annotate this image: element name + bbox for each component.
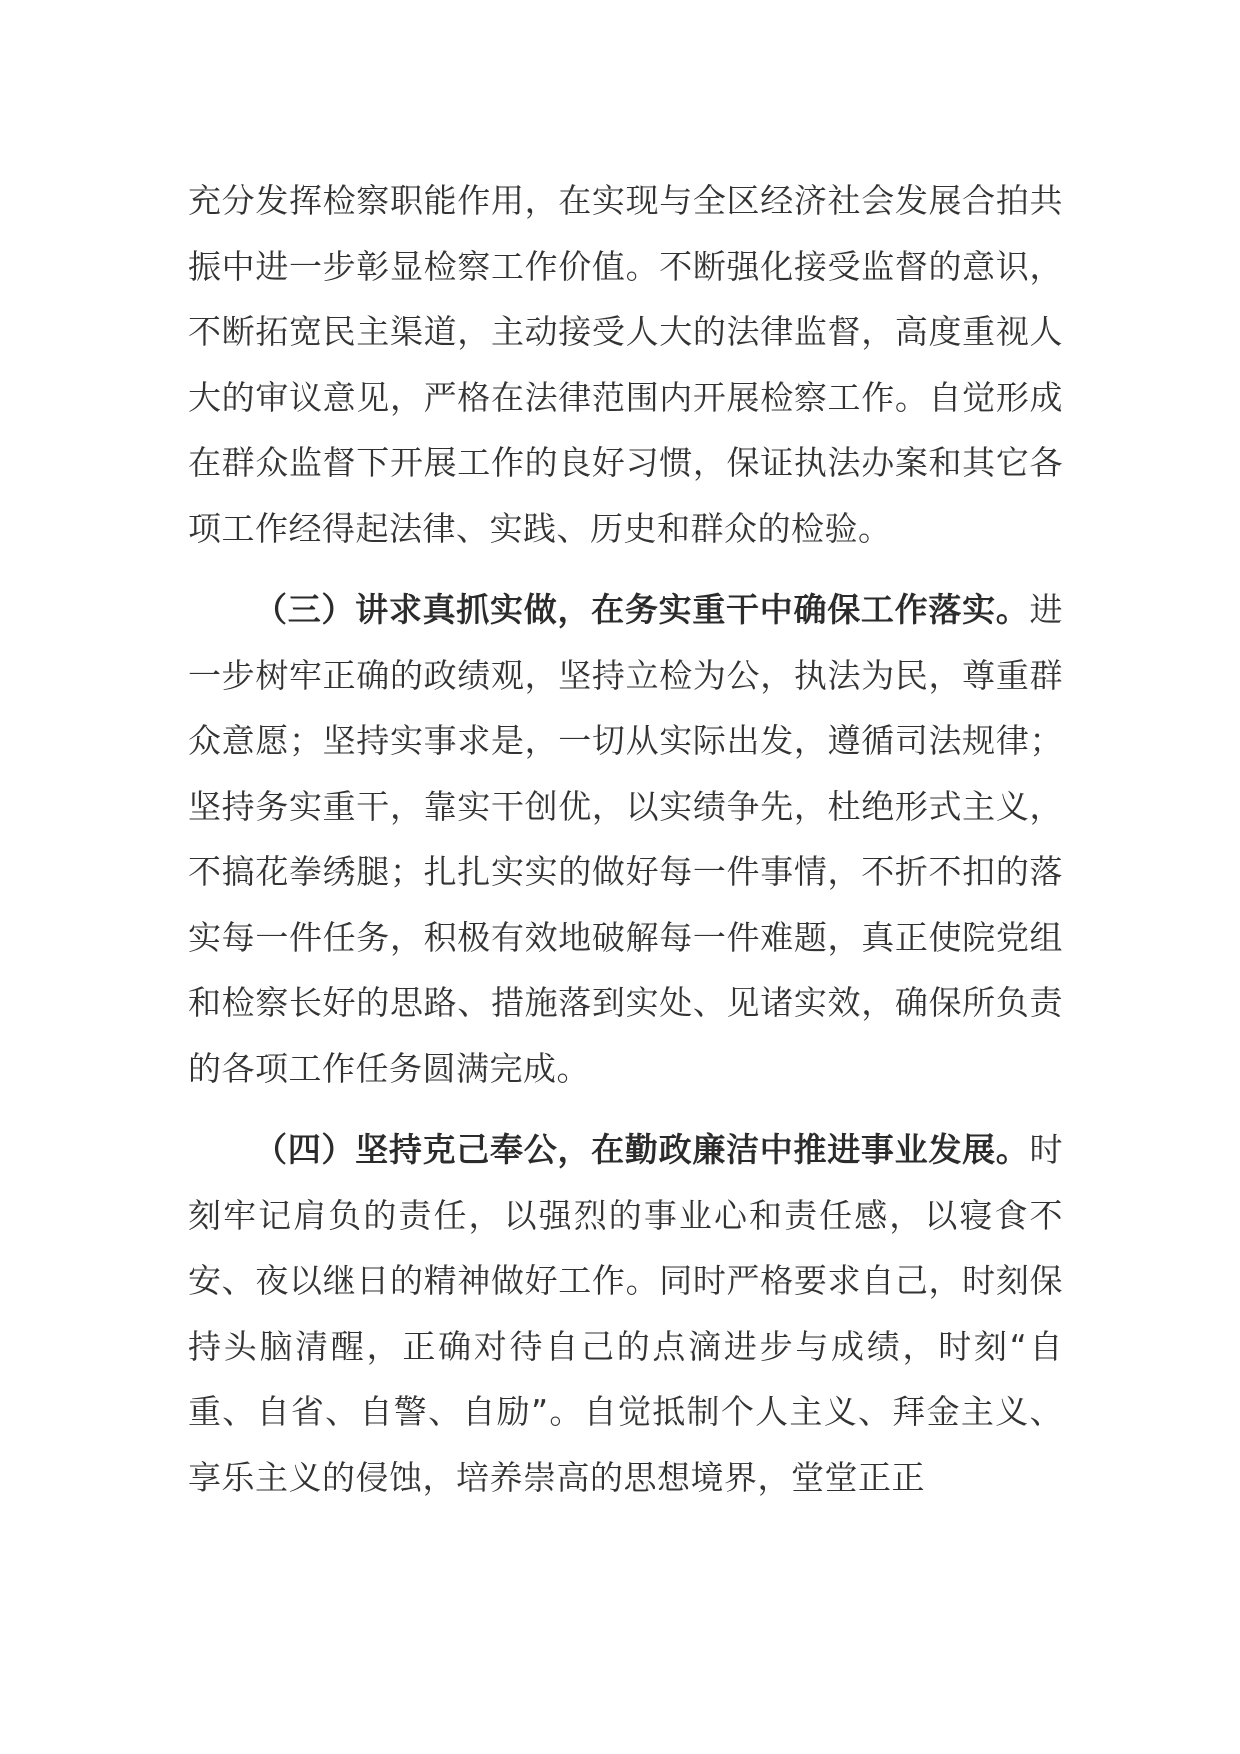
paragraph-body: 时刻牢记肩负的责任，以强烈的事业心和责任感，以寝食不安、夜以继日的精神做好工作。同时严格要求自己，时刻保持头脑清醒，正确对待自己的点滴进步与成绩，时刻“自重、自省、自警、自励”。自觉抵制个人主义、拜金主义、享乐主义的侵蚀，培养崇高的思想境界，堂堂正正 (188, 1130, 1063, 1497)
paragraph-body: 进一步树牢正确的政绩观，坚持立检为公，执法为民，尊重群众意愿；坚持实事求是，一切从实际出发，遵循司法规律；坚持务实重干，靠实干创优，以实绩争先，杜绝形式主义，不搞花拳绣腿；扎扎实实的做好每一件事情，不折不扣的落实每一件任务，积极有效地破解每一件难题，真正使院党组和检察长好的思路、措施落到实处、见诸实效，确保所负责的各项工作任务圆满完成。 (188, 590, 1063, 1088)
paragraph-body: 充分发挥检察职能作用，在实现与全区经济社会发展合拍共振中进一步彰显检察工作价值。不断强化接受监督的意识，不断拓宽民主渠道，主动接受人大的法律监督，高度重视人大的审议意见，严格在法律范围内开展检察工作。自觉形成在群众监督下开展工作的良好习惯，保证执法办案和其它各项工作经得起法律、实践、历史和群众的检验。 (188, 181, 1063, 548)
paragraph-continuation (188, 168, 1063, 561)
paragraph-section-3 (188, 577, 1063, 1101)
section-heading-4: （四）坚持克己奉公，在勤政廉洁中推进事业发展。 (254, 1130, 1030, 1169)
paragraph-section-4 (188, 1117, 1063, 1510)
document-page (188, 168, 1063, 1510)
section-heading-3: （三）讲求真抓实做，在务实重干中确保工作落实。 (254, 590, 1030, 629)
